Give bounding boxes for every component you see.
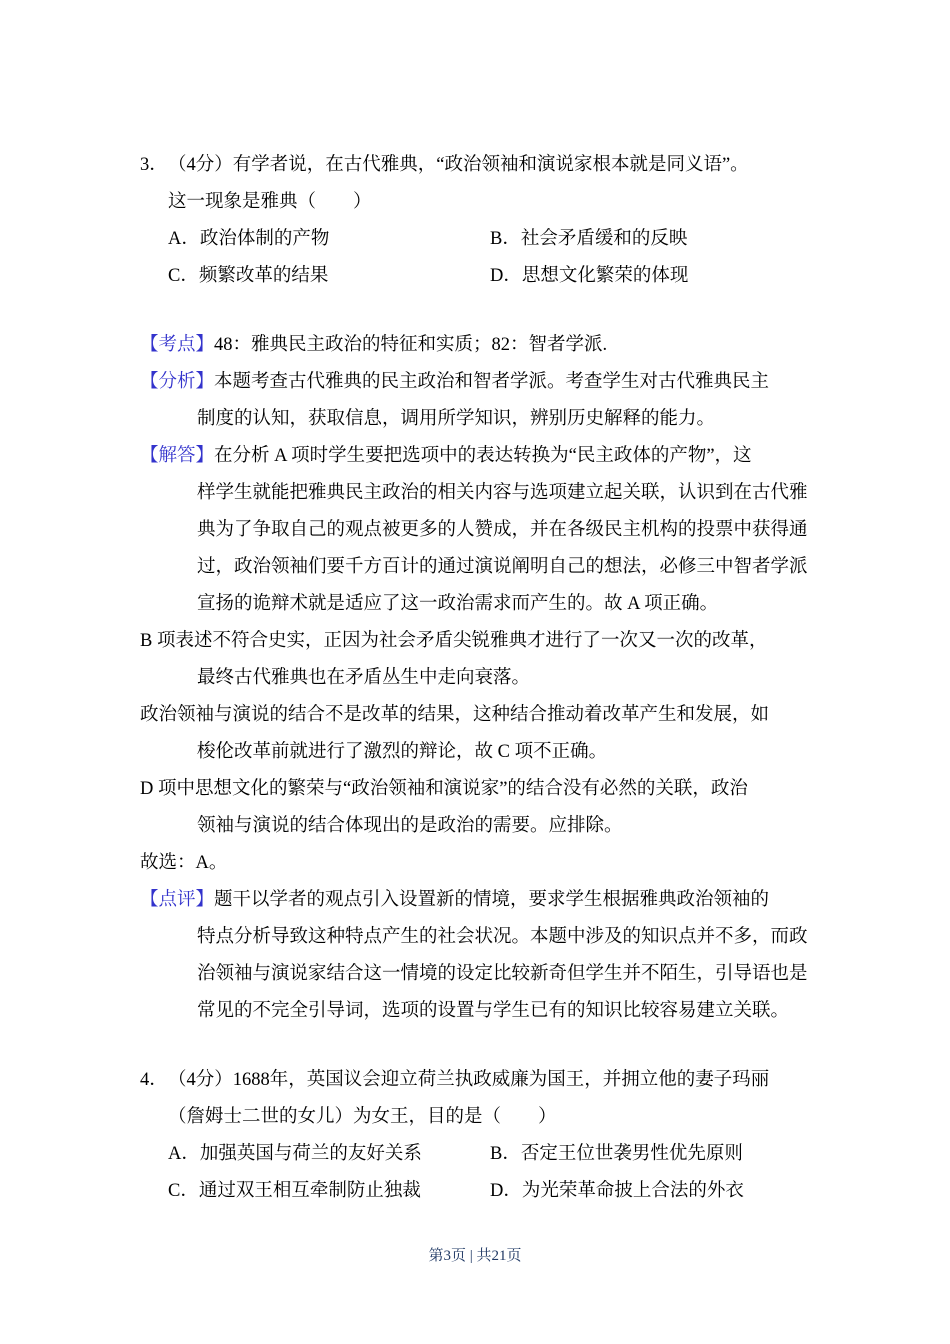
question-4-stem-line-1: [140, 1062, 830, 1099]
option-label: B．: [490, 229, 521, 249]
jieda-text: 在分析 A 项时学生要把选项中的表达转换为“民主政体的产物”，这: [214, 446, 752, 466]
question-3-option-a: [168, 221, 490, 258]
option-label: B．: [490, 1144, 521, 1164]
question-4-option-b: [490, 1136, 830, 1173]
option-text: 为光荣革命披上合法的外衣: [521, 1181, 744, 1201]
question-3: [140, 147, 830, 295]
fenxi-tag: 【分析】: [140, 372, 215, 392]
answer-conclusion: 故选：A。: [140, 853, 228, 873]
analysis-section: [140, 327, 830, 1030]
jieda-line-4: 过，政治领袖们要千方百计的通过演说阐明自己的想法，必修三中智者学派: [197, 557, 808, 577]
option-text: 通过双王相互牵制防止独裁: [198, 1181, 421, 1201]
question-3-stem-line-2: 这一现象是雅典（ ）: [168, 192, 372, 212]
dianping-line-1: [140, 882, 830, 919]
jieda-line-1: [140, 438, 830, 475]
fenxi-line-1: [140, 364, 830, 401]
option-d-analysis-line-2: 领袖与演说的结合体现出的是政治的需要。应排除。: [197, 816, 623, 836]
question-3-options: [168, 221, 830, 295]
dianping-text: 题干以学者的观点引入设置新的情境，要求学生根据雅典政治领袖的: [214, 890, 770, 910]
option-label: D．: [490, 1181, 522, 1201]
page-footer: 第3页 | 共21页: [428, 1248, 522, 1264]
option-text: 频繁改革的结果: [198, 266, 329, 286]
question-3-option-d: [490, 258, 830, 295]
option-text: 社会矛盾缓和的反映: [520, 229, 688, 249]
option-c-analysis: [140, 697, 830, 771]
option-text: 思想文化繁荣的体现: [521, 266, 689, 286]
dianping-line-2: 特点分析导致这种特点产生的社会状况。本题中涉及的知识点并不多，而政: [197, 927, 808, 947]
jieda-line-2: 样学生就能把雅典民主政治的相关内容与选项建立起关联，认识到在古代雅: [197, 483, 808, 503]
kaodian-line-1: [140, 327, 830, 364]
option-text: 政治体制的产物: [199, 229, 330, 249]
question-4-option-d: [490, 1173, 830, 1210]
dianping-tag: 【点评】: [140, 890, 215, 910]
question-3-stem-text: （4分）有学者说，在古代雅典，“政治领袖和演说家根本就是同义语”。: [168, 155, 749, 175]
option-label: A．: [168, 229, 200, 249]
question-3-number: 3．: [140, 155, 168, 175]
page-content: [140, 147, 830, 1210]
question-4-stem-text: （4分）1688年，英国议会迎立荷兰执政威廉为国王，并拥立他的妻子玛丽: [168, 1070, 770, 1090]
option-text: 否定王位世袭男性优先原则: [520, 1144, 743, 1164]
option-b-analysis-line-1: B 项表述不符合史实，正因为社会矛盾尖锐雅典才进行了一次又一次的改革，: [140, 631, 768, 651]
dianping-block: [140, 882, 830, 1030]
option-text: 加强英国与荷兰的友好关系: [199, 1144, 422, 1164]
jieda-line-3: 典为了争取自己的观点被更多的人赞成，并在各级民主机构的投票中获得通: [197, 520, 808, 540]
jieda-tag: 【解答】: [140, 446, 215, 466]
dianping-line-3: 治领袖与演说家结合这一情境的设定比较新奇但学生并不陌生，引导语也是: [197, 964, 808, 984]
question-4-option-a: [168, 1136, 490, 1173]
kaodian-text: 48：雅典民主政治的特征和实质；82：智者学派.: [214, 335, 608, 355]
question-3-option-b: [490, 221, 830, 258]
kaodian-block: [140, 327, 830, 364]
question-4-number: 4．: [140, 1070, 168, 1090]
option-c-analysis-line-2: 梭伦改革前就进行了激烈的辩论，故 C 项不正确。: [197, 742, 608, 762]
kaodian-tag: 【考点】: [140, 335, 215, 355]
jieda-line-5: 宣扬的诡辩术就是适应了这一政治需求而产生的。故 A 项正确。: [197, 594, 719, 614]
option-d-analysis-line-1: D 项中思想文化的繁荣与“政治领袖和演说家”的结合没有必然的关联，政治: [140, 779, 748, 799]
jieda-block: [140, 438, 830, 623]
question-4-option-c: [168, 1173, 490, 1210]
fenxi-text: 本题考查古代雅典的民主政治和智者学派。考查学生对古代雅典民主: [214, 372, 770, 392]
fenxi-block: [140, 364, 830, 438]
option-label: C．: [168, 266, 199, 286]
option-b-analysis: [140, 623, 830, 697]
dianping-line-4: 常见的不完全引导词，选项的设置与学生已有的知识比较容易建立关联。: [197, 1001, 790, 1021]
question-3-stem-line-1: [140, 147, 830, 184]
fenxi-line-2: 制度的认知，获取信息，调用所学知识，辨别历史解释的能力。: [197, 409, 716, 429]
option-label: C．: [168, 1181, 199, 1201]
option-c-analysis-line-1: 政治领袖与演说的结合不是改革的结果，这种结合推动着改革产生和发展，如: [140, 705, 770, 725]
option-b-analysis-line-2: 最终古代雅典也在矛盾丛生中走向衰落。: [197, 668, 531, 688]
question-4: [140, 1062, 830, 1210]
option-label: A．: [168, 1144, 200, 1164]
option-d-analysis: [140, 771, 830, 845]
question-4-stem-line-2: （詹姆士二世的女儿）为女王，目的是（ ）: [168, 1107, 557, 1127]
question-3-option-c: [168, 258, 490, 295]
option-label: D．: [490, 266, 522, 286]
question-4-options: [168, 1136, 830, 1210]
